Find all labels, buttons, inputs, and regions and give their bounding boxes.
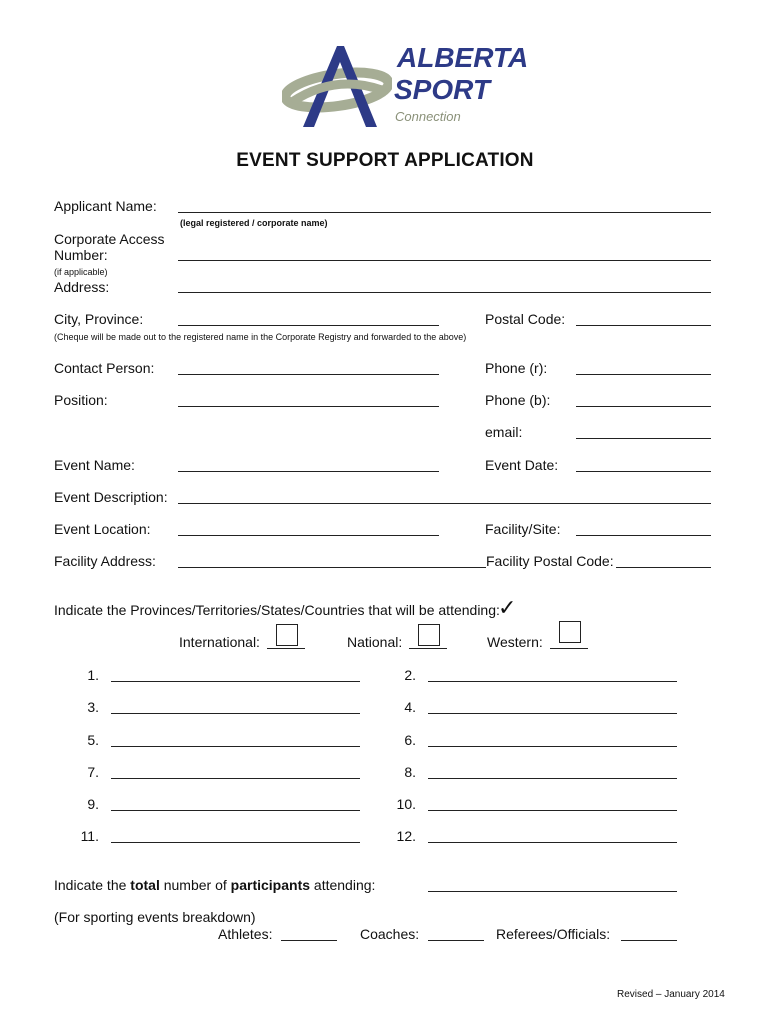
event-name-label: Event Name: <box>54 457 135 473</box>
list-item-field[interactable] <box>111 778 360 779</box>
coaches-label: Coaches: <box>360 926 420 942</box>
referees-label: Referees/Officials: <box>496 926 611 942</box>
facility-site-label: Facility/Site: <box>485 521 561 537</box>
list-item-field[interactable] <box>111 842 360 843</box>
address-label: Address: <box>54 279 110 295</box>
facility-address-label: Facility Address: <box>54 553 156 569</box>
list-item-field[interactable] <box>428 713 677 714</box>
list-number: 5. <box>87 732 99 748</box>
revision-footer: Revised – January 2014 <box>617 989 725 1000</box>
western-label: Western: <box>487 634 543 650</box>
list-item-field[interactable] <box>428 778 677 779</box>
event-date-label: Event Date: <box>485 457 559 473</box>
national-checkbox[interactable] <box>418 624 440 646</box>
participants-prompt-total: total <box>130 877 160 893</box>
logo-line-1: ALBERTA <box>397 42 529 73</box>
participants-prompt-post: attending: <box>310 877 376 893</box>
referees-field[interactable] <box>621 940 677 941</box>
list-item-field[interactable] <box>428 746 677 747</box>
corporate-access-label-1: Corporate Access <box>54 231 165 247</box>
list-item-field[interactable] <box>428 681 677 682</box>
logo-line-3: Connection <box>395 109 461 124</box>
event-description-label: Event Description: <box>54 489 168 505</box>
phone-b-field[interactable] <box>576 406 711 407</box>
logo-line-2: SPORT <box>394 74 490 105</box>
applicant-name-field[interactable] <box>178 212 711 213</box>
cheque-note: (Cheque will be made out to the registered name in the Corporate Registry and forwarded to the above) <box>54 332 467 342</box>
total-participants-field[interactable] <box>428 891 677 892</box>
contact-person-field[interactable] <box>178 374 439 375</box>
city-province-field[interactable] <box>178 325 439 326</box>
if-applicable-note: (if applicable) <box>54 267 108 277</box>
athletes-label: Athletes: <box>218 926 273 942</box>
contact-person-label: Contact Person: <box>54 360 155 376</box>
international-checkbox[interactable] <box>276 624 298 646</box>
list-number: 6. <box>404 732 416 748</box>
position-field[interactable] <box>178 406 439 407</box>
phone-r-field[interactable] <box>576 374 711 375</box>
list-number: 9. <box>87 796 99 812</box>
event-name-field[interactable] <box>178 471 439 472</box>
page-title: EVENT SUPPORT APPLICATION <box>236 150 534 171</box>
corporate-access-field[interactable] <box>178 260 711 261</box>
event-date-field[interactable] <box>576 471 711 472</box>
athletes-field[interactable] <box>281 940 337 941</box>
facility-site-field[interactable] <box>576 535 711 536</box>
list-item-field[interactable] <box>111 681 360 682</box>
phone-b-label: Phone (b): <box>485 392 551 408</box>
list-number: 1. <box>87 667 99 683</box>
participants-prompt-participants: participants <box>230 877 311 893</box>
list-item-field[interactable] <box>111 713 360 714</box>
city-province-label: City, Province: <box>54 311 144 327</box>
list-number: 2. <box>404 667 416 683</box>
event-location-label: Event Location: <box>54 521 151 537</box>
list-item-field[interactable] <box>111 746 360 747</box>
international-underline <box>267 648 305 649</box>
participants-prompt-pre: Indicate the <box>54 877 131 893</box>
list-number: 11. <box>80 828 99 844</box>
national-label: National: <box>347 634 403 650</box>
position-label: Position: <box>54 392 108 408</box>
postal-code-label: Postal Code: <box>485 311 566 327</box>
email-label: email: <box>485 424 523 440</box>
attending-prompt: Indicate the Provinces/Territories/States/Countries that will be attending: <box>54 602 500 618</box>
list-item-field[interactable] <box>428 842 677 843</box>
list-item-field[interactable] <box>111 810 360 811</box>
phone-r-label: Phone (r): <box>485 360 548 376</box>
western-underline <box>550 648 588 649</box>
list-number: 4. <box>404 699 416 715</box>
coaches-field[interactable] <box>428 940 484 941</box>
corporate-access-label-2: Number: <box>54 247 108 263</box>
participants-prompt <box>54 877 375 893</box>
event-location-field[interactable] <box>178 535 439 536</box>
postal-code-field[interactable] <box>576 325 711 326</box>
email-field[interactable] <box>576 438 711 439</box>
list-item-field[interactable] <box>428 810 677 811</box>
national-underline <box>409 648 447 649</box>
participants-prompt-mid: number of <box>159 877 231 893</box>
list-number: 7. <box>87 764 99 780</box>
event-description-field[interactable] <box>178 503 711 504</box>
check-mark-icon: ✓ <box>498 596 517 621</box>
logo-mark-icon <box>282 42 392 132</box>
western-checkbox[interactable] <box>559 621 581 643</box>
logo <box>282 40 529 135</box>
list-number: 3. <box>87 699 99 715</box>
address-field[interactable] <box>178 292 711 293</box>
list-number: 8. <box>404 764 416 780</box>
list-number: 10. <box>396 796 416 812</box>
international-label: International: <box>179 634 260 650</box>
breakdown-note: (For sporting events breakdown) <box>54 909 256 925</box>
facility-postal-code-label: Facility Postal Code: <box>486 553 614 569</box>
list-number: 12. <box>396 828 416 844</box>
facility-address-field[interactable] <box>178 567 711 568</box>
legal-note: (legal registered / corporate name) <box>180 218 328 228</box>
applicant-name-label: Applicant Name: <box>54 198 157 214</box>
